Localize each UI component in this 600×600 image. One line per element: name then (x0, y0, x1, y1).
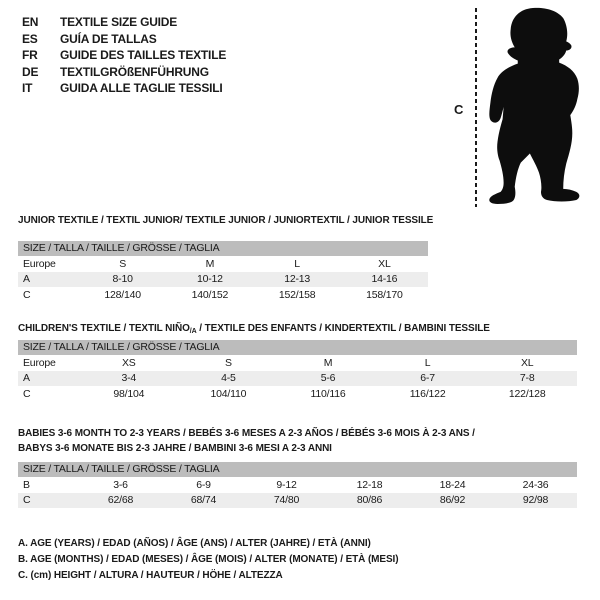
value-cell: 3-4 (121, 372, 137, 385)
section-title-babies-line2: BABYS 3-6 MONATE BIS 2-3 JAHRE / BAMBINI 3-6 MESI A 2-3 ANNI (18, 442, 332, 454)
value-cell: M (323, 356, 333, 369)
value-cell: 140/152 (191, 288, 229, 301)
row-label-cell: C (23, 494, 31, 507)
language-row (22, 31, 226, 48)
value-cell: 3-6 (113, 478, 128, 491)
value-cell: S (224, 356, 232, 369)
size-header-bar: SIZE / TALLA / TAILLE / GRÖSSE / TAGLIA (18, 340, 577, 355)
value-cell: 5-6 (320, 372, 336, 385)
babies-size-table-block (18, 462, 577, 508)
language-code: EN (22, 15, 39, 29)
value-cell: 74/80 (273, 494, 300, 507)
language-code: DE (22, 64, 39, 79)
section-title-children-subscript: /A (189, 328, 197, 335)
section-title-babies (18, 427, 475, 456)
legend-line: A. AGE (YEARS) / EDAD (AÑOS) / ÂGE (ANS) / ALTER (JAHRE) / ETÀ (ANNI) (18, 538, 371, 549)
section-title-babies-line1: BABIES 3-6 MONTH TO 2-3 YEARS / BEBÉS 3-6 MESES A 2-3 AÑOS / BÉBÉS 3-6 MOIS À 2-3 ANS / (18, 428, 475, 439)
value-cell: 152/158 (278, 288, 316, 301)
value-cell: M (205, 257, 215, 270)
value-cell: 68/74 (190, 494, 217, 507)
row-label-cell: A (23, 273, 30, 286)
value-cell: 158/170 (366, 288, 403, 301)
value-cell: 18-24 (439, 478, 466, 491)
table-row (18, 477, 577, 493)
value-cell: 8-10 (112, 273, 133, 286)
value-cell: 86/92 (439, 494, 466, 507)
language-row (22, 47, 226, 64)
junior-size-table (18, 256, 428, 303)
value-cell: 12-18 (356, 478, 383, 491)
section-title-junior: JUNIOR TEXTILE / TEXTIL JUNIOR/ TEXTILE JUNIOR / JUNIORTEXTIL / JUNIOR TESSILE (18, 215, 434, 226)
height-measure-dashed-line (475, 8, 477, 207)
legend (18, 536, 398, 585)
language-row (22, 80, 226, 97)
value-cell: 10-12 (196, 273, 223, 286)
language-code: ES (22, 31, 38, 46)
language-header (22, 14, 226, 97)
row-label-cell: Europe (23, 356, 56, 369)
language-label: GUIDA ALLE TAGLIE TESSILI (60, 81, 223, 96)
value-cell: 128/140 (104, 288, 141, 301)
value-cell: 104/110 (210, 387, 247, 400)
value-cell: XL (520, 356, 534, 369)
row-label-cell: A (23, 372, 30, 385)
table-row (18, 493, 577, 509)
value-cell: 116/122 (409, 387, 446, 400)
row-label-cell: C (23, 288, 31, 301)
value-cell: 110/116 (310, 387, 346, 400)
size-header-bar: SIZE / TALLA / TAILLE / GRÖSSE / TAGLIA (18, 462, 577, 477)
height-measure-label: C (454, 102, 464, 117)
language-label: GUÍA DE TALLAS (60, 31, 157, 46)
language-code: FR (22, 48, 38, 63)
junior-size-table-block (18, 241, 428, 303)
toddler-silhouette-image (486, 4, 598, 206)
size-header-bar: SIZE / TALLA / TAILLE / GRÖSSE / TAGLIA (18, 241, 428, 256)
value-cell: 14-16 (371, 273, 398, 286)
legend-line: B. AGE (MONTHS) / EDAD (MESES) / ÂGE (MOIS) / ALTER (MONATE) / ETÀ (MESI) (18, 554, 399, 566)
legend-line: C. (cm) HEIGHT / ALTURA / HAUTEUR / HÖHE / ALTEZZA (18, 570, 283, 582)
section-title-children (18, 322, 490, 340)
value-cell: 6-9 (196, 478, 211, 491)
value-cell: 98/104 (113, 387, 145, 400)
section-title-children-text: CHILDREN'S TEXTILE / TEXTIL NIÑO (18, 323, 190, 334)
value-cell: 12-13 (284, 273, 311, 286)
language-row (22, 64, 226, 81)
children-size-table-block (18, 340, 577, 402)
language-label: GUIDE DES TAILLES TEXTILE (60, 48, 227, 63)
value-cell: 80/86 (356, 494, 383, 507)
value-cell: 9-12 (276, 478, 297, 491)
value-cell: L (294, 257, 300, 270)
table-row (18, 355, 577, 371)
language-label: TEXTILGRÖßENFÜHRUNG (60, 64, 209, 79)
table-row (18, 272, 428, 288)
value-cell: 4-5 (221, 372, 236, 385)
table-row (18, 287, 428, 303)
value-cell: 6-7 (420, 372, 435, 385)
language-code: IT (22, 81, 33, 96)
row-label-cell: Europe (23, 257, 56, 270)
value-cell: 62/68 (107, 494, 134, 507)
row-label-cell: B (23, 478, 30, 491)
value-cell: XL (378, 257, 391, 270)
table-row (18, 256, 428, 272)
table-row (18, 371, 577, 387)
value-cell: L (424, 356, 431, 369)
value-cell: 92/98 (522, 494, 549, 507)
language-row (22, 14, 226, 31)
value-cell: XS (121, 356, 136, 369)
value-cell: 24-36 (522, 478, 549, 491)
babies-size-table (18, 477, 577, 508)
value-cell: S (119, 257, 127, 270)
table-row (18, 386, 577, 402)
language-label: TEXTILE SIZE GUIDE (60, 15, 178, 29)
children-size-table (18, 355, 577, 402)
row-label-cell: C (23, 387, 31, 400)
value-cell: 7-8 (519, 372, 535, 385)
value-cell: 122/128 (508, 387, 546, 400)
section-title-children-text-cont: / TEXTILE DES ENFANTS / KINDERTEXTIL / BAMBINI TESSILE (196, 323, 490, 334)
